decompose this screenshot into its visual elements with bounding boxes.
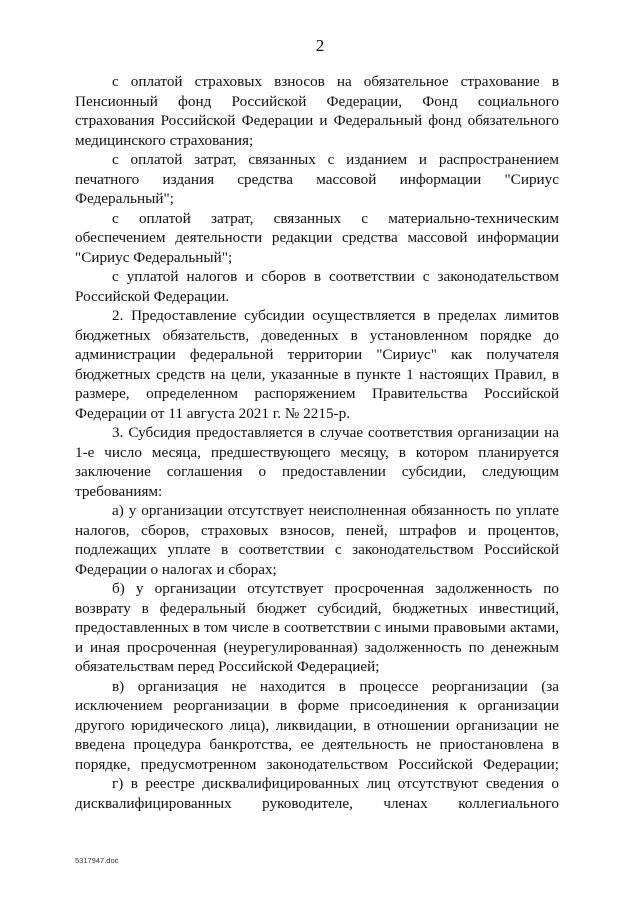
paragraph-subitem-v: в) организация не находится в процессе реорганизации (за исключением реорганизации в форме присоединения к организации другого юридического лица), ликвидации, в отношении организации не введена процедура банкротства, ее деятельность не приостановлена в порядке, предусмотренном законодательством Российской Федерации; — [75, 677, 559, 773]
paragraph-subitem-g: г) в реестре дисквалифицированных лиц отсутствуют сведения о дисквалифицированных руководителе, членах коллегиального — [75, 775, 559, 812]
page-number: 2 — [315, 36, 325, 55]
document-body — [75, 72, 559, 813]
paragraph-item-3: 3. Субсидия предоставляется в случае соответствия организации на 1-е число месяца, предшествующего месяцу, в котором планируется заключение соглашения о предоставлении субсидии, следующим требованиям: — [75, 424, 559, 500]
paragraph-taxes-and-fees: с уплатой налогов и сборов в соответствии с законодательством Российской Федерации. — [75, 268, 559, 305]
paragraph-item-2: 2. Предоставление субсидии осуществляется в пределах лимитов бюджетных обязательств, доведенных в установленном порядке до администрации федеральной территории "Сириус" как получателя бюджетных средств на цели, указанные в пункте 1 настоящих Правил, в размере, определенном распоряжением Правительства Российской Федерации от 11 августа 2021 г. № 2215-р. — [75, 307, 559, 422]
paragraph-insurance-contributions: с оплатой страховых взносов на обязательное страхование в Пенсионный фонд Российской Федерации, Фонд социального страхования Российской Федерации и Федеральный фонд обязательного медицинского страхования; — [75, 73, 559, 149]
paragraph-subitem-a: а) у организации отсутствует неисполненная обязанность по уплате налогов, сборов, страховых взносов, пеней, штрафов и процентов, подлежащих уплате в соответствии с законодательством Российской Федерации о налогах и сборах; — [75, 502, 559, 578]
paragraph-publishing-costs: с оплатой затрат, связанных с изданием и распространением печатного издания средства массовой информации "Сириус Федеральный"; — [75, 151, 559, 207]
paragraph-subitem-b: б) у организации отсутствует просроченная задолженность по возврату в федеральный бюджет субсидий, бюджетных инвестиций, предоставленных в том числе в соответствии с иными правовыми актами, и иная просроченная (неурегулированная) задолженность по денежным обязательствам перед Российской Федерацией; — [75, 580, 559, 675]
paragraph-editorial-support-costs: с оплатой затрат, связанных с материально-техническим обеспечением деятельности редакции средства массовой информации "Сириус Федеральный"; — [75, 209, 559, 266]
footer-document-code: 5317947.doc — [75, 856, 119, 865]
